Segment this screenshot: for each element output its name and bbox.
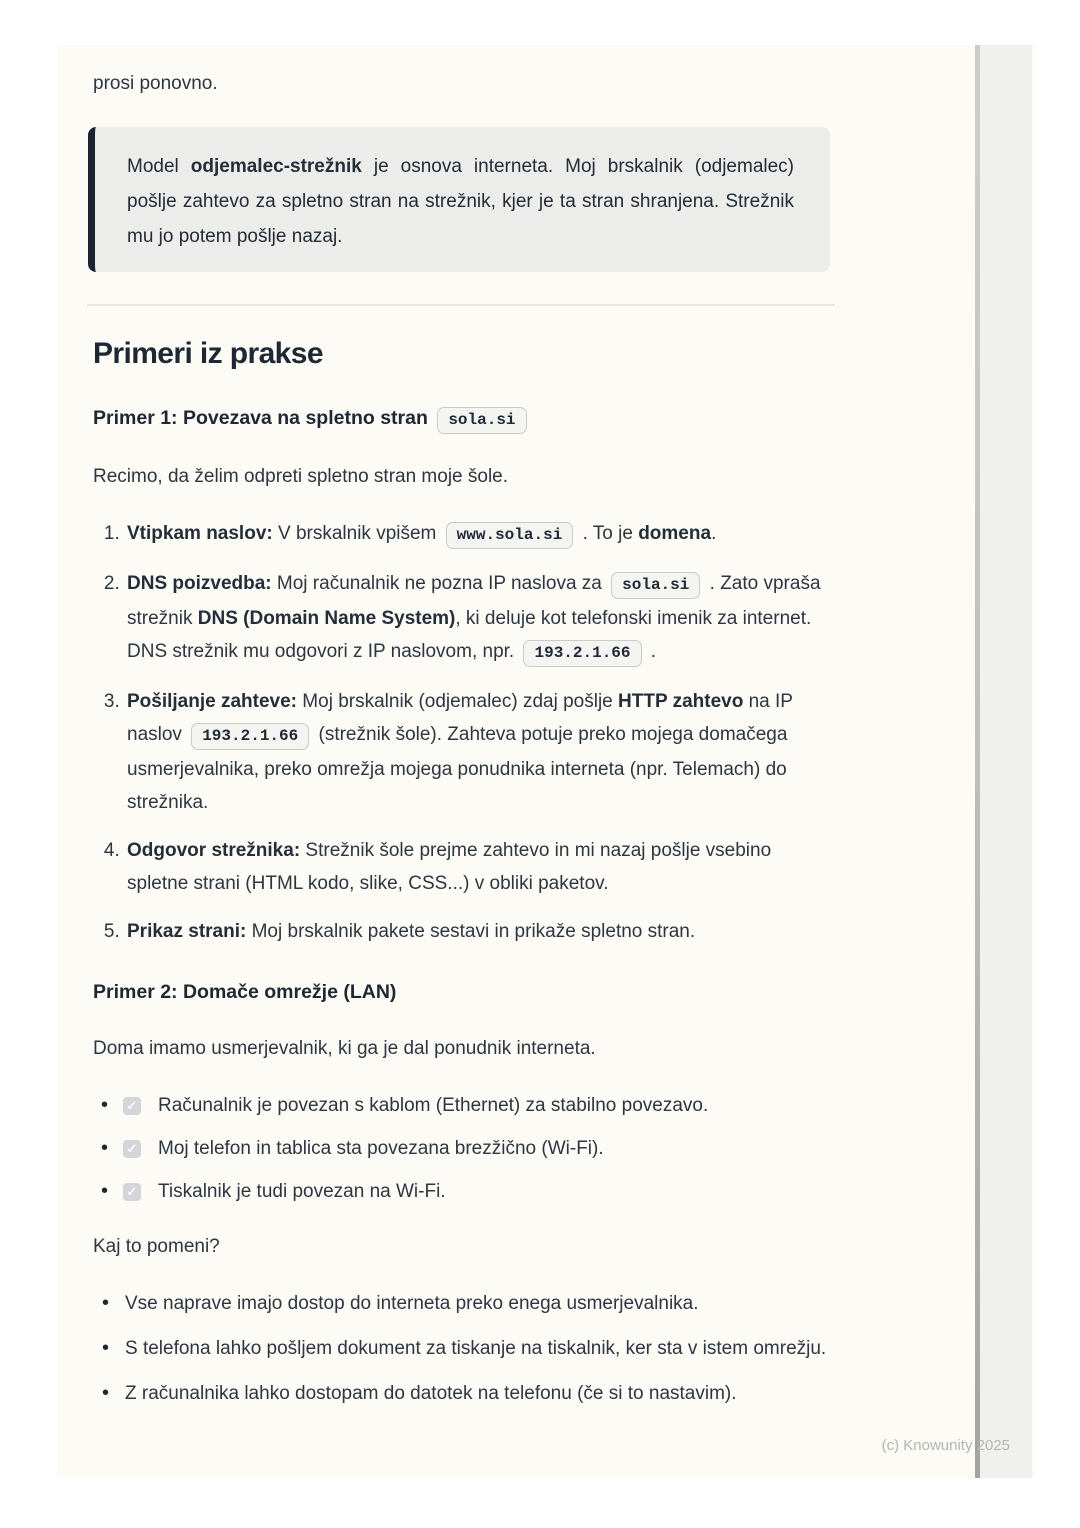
scrollbar-track[interactable]	[980, 45, 1032, 1478]
question-paragraph	[93, 1230, 830, 1263]
step-label: Vtipkam naslov:	[127, 523, 273, 544]
callout-blockquote	[88, 127, 830, 272]
step-text: na IP naslov	[127, 691, 793, 745]
checklist-item	[93, 1089, 830, 1122]
section-divider	[87, 304, 835, 306]
inline-code: 193.2.1.66	[191, 723, 309, 750]
question-text: Kaj to pomeni?	[93, 1236, 220, 1257]
checklist-item	[93, 1175, 830, 1208]
document-content	[93, 45, 830, 1422]
scrollbar-thumb[interactable]	[975, 45, 980, 1478]
step-text: .	[711, 523, 717, 544]
example1-heading-text: Primer 1: Povezava na spletno stran	[93, 407, 428, 429]
checklist-item	[93, 1132, 830, 1165]
step-item-3	[125, 685, 830, 819]
example1-heading	[93, 400, 830, 438]
checkbox-checked-icon[interactable]	[123, 1140, 141, 1158]
paragraph-fragment	[93, 67, 830, 100]
list-item-text: Z računalnika lahko dostopam do datotek na telefonu (če si to nastavim).	[125, 1383, 737, 1404]
step-text: Moj brskalnik (odjemalec) zdaj pošlje	[297, 691, 619, 712]
fragment-text: prosi ponovno.	[93, 73, 218, 94]
copyright-watermark: (c) Knowunity 2025	[881, 1437, 1010, 1454]
quote-text: je osnova interneta. Moj brskalnik (odjemalec) pošlje zahtevo za spletno stran na strežnik, kjer je ta stran shranjena. Strežnik mu jo potem pošlje nazaj.	[127, 156, 795, 247]
step-text: . To je	[577, 523, 639, 544]
checklist-text: • Moj telefon in tablica sta povezana brezžično (Wi-Fi).	[158, 1138, 604, 1159]
step-label: Prikaz strani:	[127, 921, 247, 942]
list-item	[93, 1287, 830, 1320]
list-item-text: Vse naprave imajo dostop do interneta preko enega usmerjevalnika.	[125, 1293, 699, 1314]
step-text: Strežnik šole prejme zahtevo in mi nazaj pošlje vsebino spletne strani (HTML kodo, slike, CSS...) v obliki paketov.	[127, 840, 772, 894]
example1-intro	[93, 460, 830, 493]
quote-bold: odjemalec-strežnik	[190, 156, 362, 177]
implications-list	[93, 1287, 830, 1410]
step-text: Moj brskalnik pakete sestavi in prikaže spletno stran.	[246, 921, 696, 942]
step-item-1	[125, 517, 830, 552]
step-text: . Zato vpraša strežnik	[127, 573, 821, 629]
steps-list	[93, 517, 830, 948]
step-bold: HTTP zahtevo	[618, 691, 744, 712]
inline-code: sola.si	[611, 572, 700, 599]
step-bold: DNS (Domain Name System)	[197, 608, 456, 629]
list-item	[93, 1332, 830, 1365]
step-label: DNS poizvedba:	[127, 573, 272, 594]
inline-code: 193.2.1.66	[523, 640, 641, 667]
checkbox-checked-icon[interactable]	[123, 1097, 141, 1115]
step-text: (strežnik šole). Zahteva potuje preko mojega domačega usmerjevalnika, preko omrežja mojega ponudnika interneta (npr. Telemach) do strežnika.	[127, 724, 788, 813]
step-text: , ki deluje kot telefonski imenik za internet. DNS strežnik mu odgovori z IP naslovom, npr.	[127, 608, 812, 662]
checklist-text: • Tiskalnik je tudi povezan na Wi-Fi.	[158, 1181, 446, 1202]
section-title: Primeri iz prakse	[93, 337, 323, 370]
step-item-5	[125, 915, 830, 948]
step-text: V brskalnik vpišem	[272, 523, 442, 544]
step-text: .	[645, 641, 657, 662]
step-label: Odgovor strežnika:	[127, 840, 301, 861]
example2-heading: Primer 2: Domače omrežje (LAN)	[93, 981, 397, 1003]
example1-intro-text: Recimo, da želim odpreti spletno stran moje šole.	[93, 466, 509, 487]
inline-code-domain: sola.si	[437, 407, 526, 434]
list-item-text: S telefona lahko pošljem dokument za tiskanje na tiskalnik, ker sta v istem omrežju.	[125, 1338, 827, 1359]
checkbox-checked-icon[interactable]	[123, 1183, 141, 1201]
checklist-text: • Računalnik je povezan s kablom (Ethernet) za stabilno povezavo.	[158, 1095, 709, 1116]
step-item-2	[125, 567, 830, 670]
example2-intro	[93, 1032, 830, 1065]
inline-code: www.sola.si	[446, 522, 574, 549]
list-item	[93, 1377, 830, 1410]
step-text: Moj računalnik ne pozna IP naslova za	[271, 573, 608, 594]
checklist	[93, 1089, 830, 1208]
example2-intro-text: Doma imamo usmerjevalnik, ki ga je dal ponudnik interneta.	[93, 1038, 596, 1059]
step-item-4	[125, 834, 830, 900]
quote-text: Model	[127, 156, 191, 177]
step-label: Pošiljanje zahteve:	[127, 691, 298, 712]
step-bold: domena	[638, 523, 712, 544]
